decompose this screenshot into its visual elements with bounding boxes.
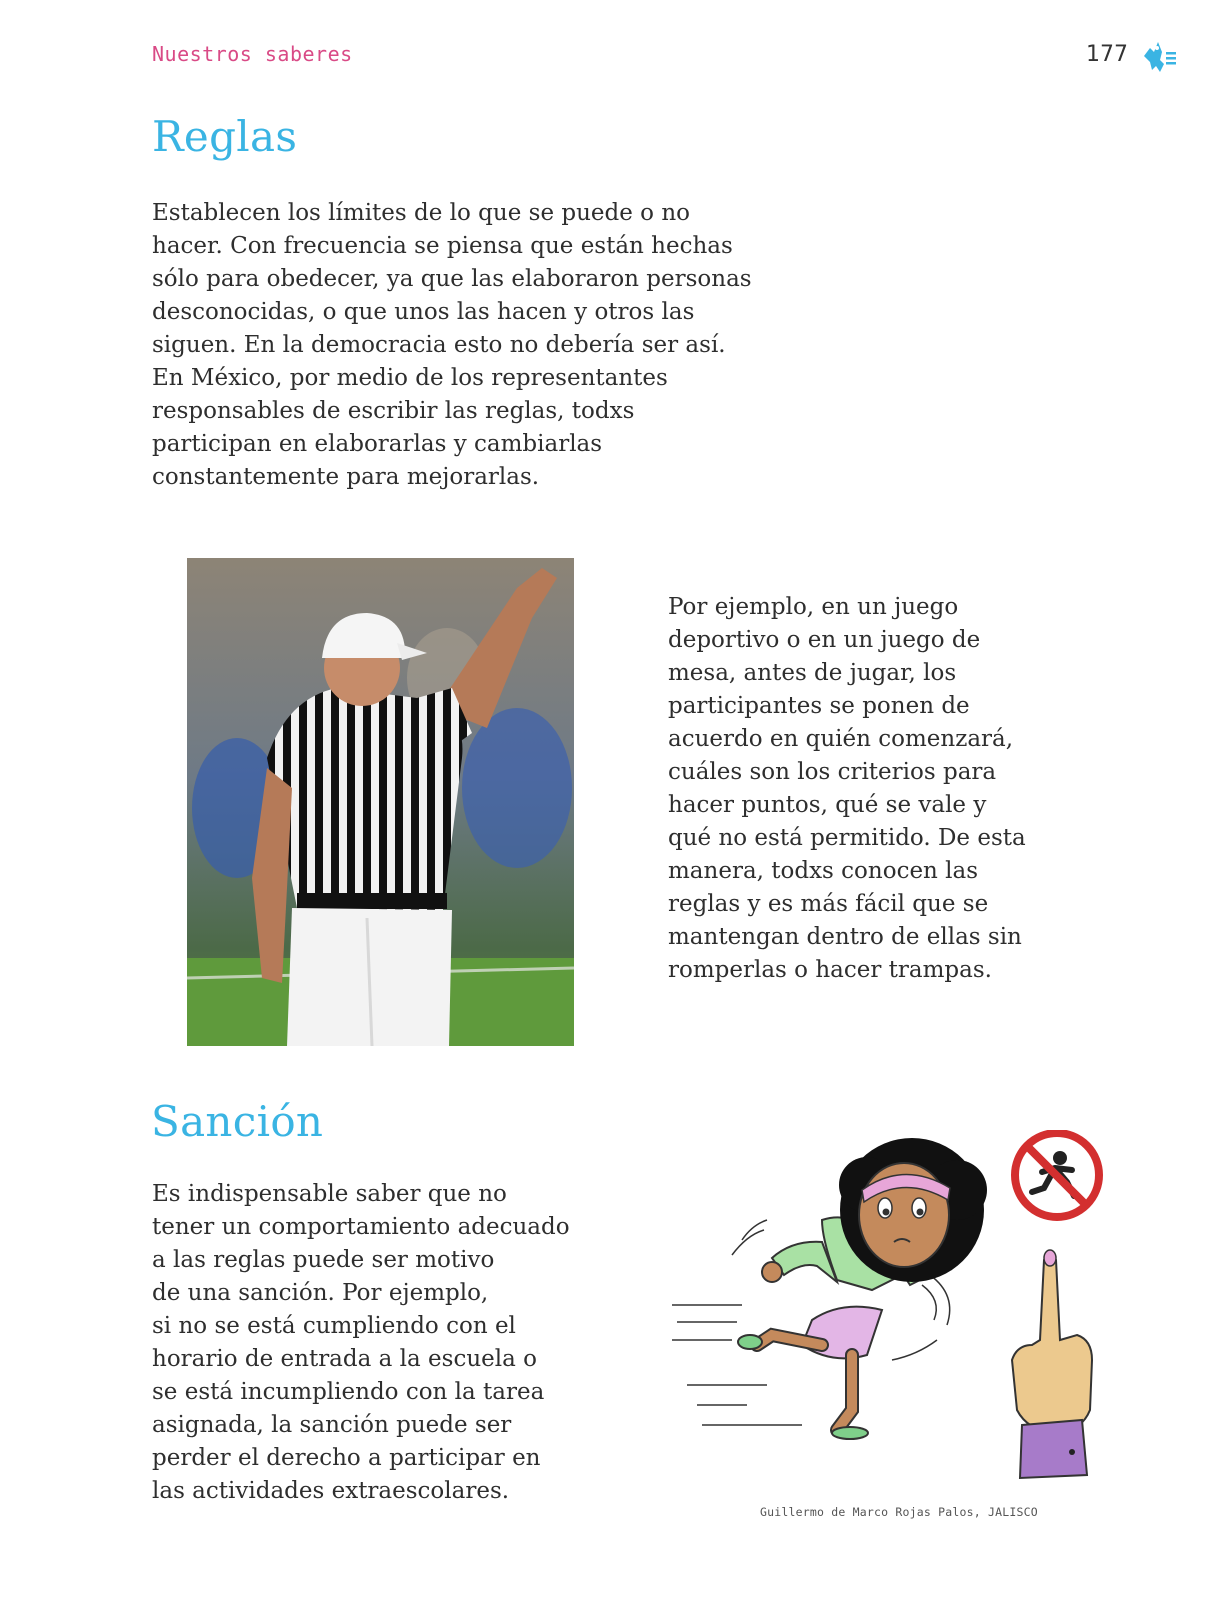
section-label: Nuestros saberes bbox=[152, 42, 353, 66]
illustration-credit: Guillermo de Marco Rojas Palos, JALISCO bbox=[760, 1505, 1038, 1519]
page-number: 177 bbox=[1086, 42, 1128, 67]
referee-photo bbox=[187, 558, 574, 1046]
bird-logo-icon bbox=[1140, 38, 1180, 76]
sancion-paragraph: Es indispensable saber que no tener un comportamiento adecuado a las reglas puede ser motivo de una sanción. Por ejemplo, si no se está cumpliendo con el horario de entrada a la escuela o se está incumpliendo con la tarea asignada, la sanción puede ser perder el derecho a participar en las actividades extraescolares. bbox=[152, 1181, 570, 1504]
sancion-title: Sanción bbox=[151, 1097, 324, 1146]
reglas-paragraph: Establecen los límites de lo que se puede o no hacer. Con frecuencia se piensa que están hechas sólo para obedecer, ya que las elaboraron personas desconocidas, o que unos las hacen y otros las siguen. En la democracia esto no debería ser así. En México, por medio de los representantes responsables de escribir las reglas, todxs participan en elaborarlas y cambiarlas constantemente para mejorarlas. bbox=[152, 200, 752, 490]
reglas-title: Reglas bbox=[152, 112, 298, 161]
reglas-example: Por ejemplo, en un juego deportivo o en un juego de mesa, antes de jugar, los participantes se ponen de acuerdo en quién comenzará, cuáles son los criterios para hacer puntos, qué se vale y qué no está permitido. De esta manera, todxs conocen las reglas y es más fácil que se mantengan dentro de ellas sin romperlas o hacer trampas. bbox=[668, 594, 1026, 983]
running-girl-illustration bbox=[672, 1130, 1132, 1510]
